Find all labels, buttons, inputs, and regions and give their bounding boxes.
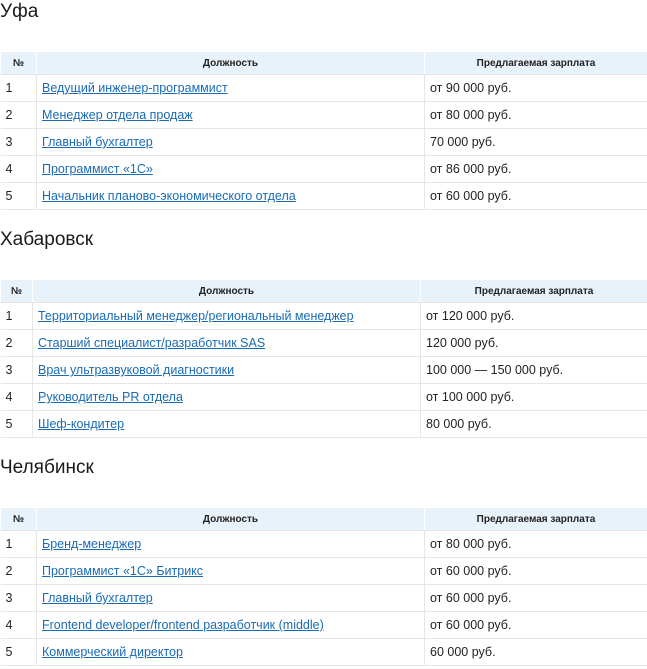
header-salary: Предлагаемая зарплата (425, 52, 647, 75)
table-row (1, 357, 647, 384)
table-row (1, 156, 647, 183)
table-row (1, 183, 647, 210)
vacancy-link[interactable]: Шеф-кондитер (38, 417, 125, 431)
vacancy-link[interactable]: Бренд-менеджер (42, 537, 142, 551)
salary-value: от 90 000 руб. (425, 75, 647, 102)
row-number: 5 (1, 639, 37, 666)
vacancy-link[interactable]: Руководитель PR отдела (38, 390, 183, 404)
salary-value: от 60 000 руб. (425, 612, 647, 639)
vacancy-table (0, 51, 647, 210)
city-title: Хабаровск (0, 229, 94, 250)
salary-value: 70 000 руб. (425, 129, 647, 156)
vacancy-link[interactable]: Программист «1С» (42, 162, 153, 176)
row-number: 1 (1, 531, 37, 558)
vacancy-link[interactable]: Врач ультразвуковой диагностики (38, 363, 235, 377)
header-num: № (1, 280, 33, 303)
vacancy-link[interactable]: Начальник планово-экономического отдела (42, 189, 296, 203)
table-row (1, 75, 647, 102)
salary-value: от 80 000 руб. (425, 102, 647, 129)
salary-value: 80 000 руб. (421, 411, 647, 438)
city-title: Челябинск (0, 457, 94, 478)
table-row (1, 102, 647, 129)
vacancy-link[interactable]: Менеджер отдела продаж (42, 108, 193, 122)
table-row (1, 129, 647, 156)
salary-value: от 80 000 руб. (425, 531, 647, 558)
header-num: № (1, 508, 37, 531)
vacancy-table (0, 279, 647, 438)
row-number: 3 (1, 129, 37, 156)
header-num: № (1, 52, 37, 75)
table-row (1, 531, 647, 558)
header-salary: Предлагаемая зарплата (425, 508, 647, 531)
row-number: 1 (1, 75, 37, 102)
salary-value: 60 000 руб. (425, 639, 647, 666)
salary-value: от 100 000 руб. (421, 384, 647, 411)
vacancy-link[interactable]: Главный бухгалтер (42, 135, 153, 149)
vacancy-link[interactable]: Территориальный менеджер/региональный менеджер (38, 309, 354, 323)
header-position: Должность (37, 508, 425, 531)
table-header-row (1, 280, 647, 303)
salary-value: от 86 000 руб. (425, 156, 647, 183)
row-number: 2 (1, 102, 37, 129)
vacancy-link[interactable]: Программист «1С» Битрикс (42, 564, 204, 578)
vacancy-table (0, 507, 647, 666)
vacancy-link[interactable]: Коммерческий директор (42, 645, 183, 659)
salary-value: от 60 000 руб. (425, 183, 647, 210)
header-salary: Предлагаемая зарплата (421, 280, 647, 303)
row-number: 1 (1, 303, 33, 330)
row-number: 3 (1, 585, 37, 612)
salary-value: от 60 000 руб. (425, 558, 647, 585)
table-header-row (1, 508, 647, 531)
row-number: 5 (1, 183, 37, 210)
row-number: 2 (1, 330, 33, 357)
header-position: Должность (33, 280, 421, 303)
row-number: 4 (1, 156, 37, 183)
vacancy-link[interactable]: Frontend developer/frontend разработчик (middle) (42, 618, 324, 632)
vacancy-link[interactable]: Главный бухгалтер (42, 591, 153, 605)
city-title: Уфа (0, 1, 39, 22)
salary-value: от 120 000 руб. (421, 303, 647, 330)
row-number: 2 (1, 558, 37, 585)
table-row (1, 558, 647, 585)
row-number: 5 (1, 411, 33, 438)
salary-value: 120 000 руб. (421, 330, 647, 357)
row-number: 3 (1, 357, 33, 384)
vacancy-link[interactable]: Старший специалист/разработчик SAS (38, 336, 266, 350)
table-row (1, 384, 647, 411)
vacancy-link[interactable]: Ведущий инженер-программист (42, 81, 228, 95)
table-row (1, 612, 647, 639)
table-row (1, 585, 647, 612)
row-number: 4 (1, 612, 37, 639)
table-row (1, 303, 647, 330)
salary-value: от 60 000 руб. (425, 585, 647, 612)
header-position: Должность (37, 52, 425, 75)
table-row (1, 639, 647, 666)
table-row (1, 411, 647, 438)
salary-value: 100 000 — 150 000 руб. (421, 357, 647, 384)
table-header-row (1, 52, 647, 75)
table-row (1, 330, 647, 357)
row-number: 4 (1, 384, 33, 411)
